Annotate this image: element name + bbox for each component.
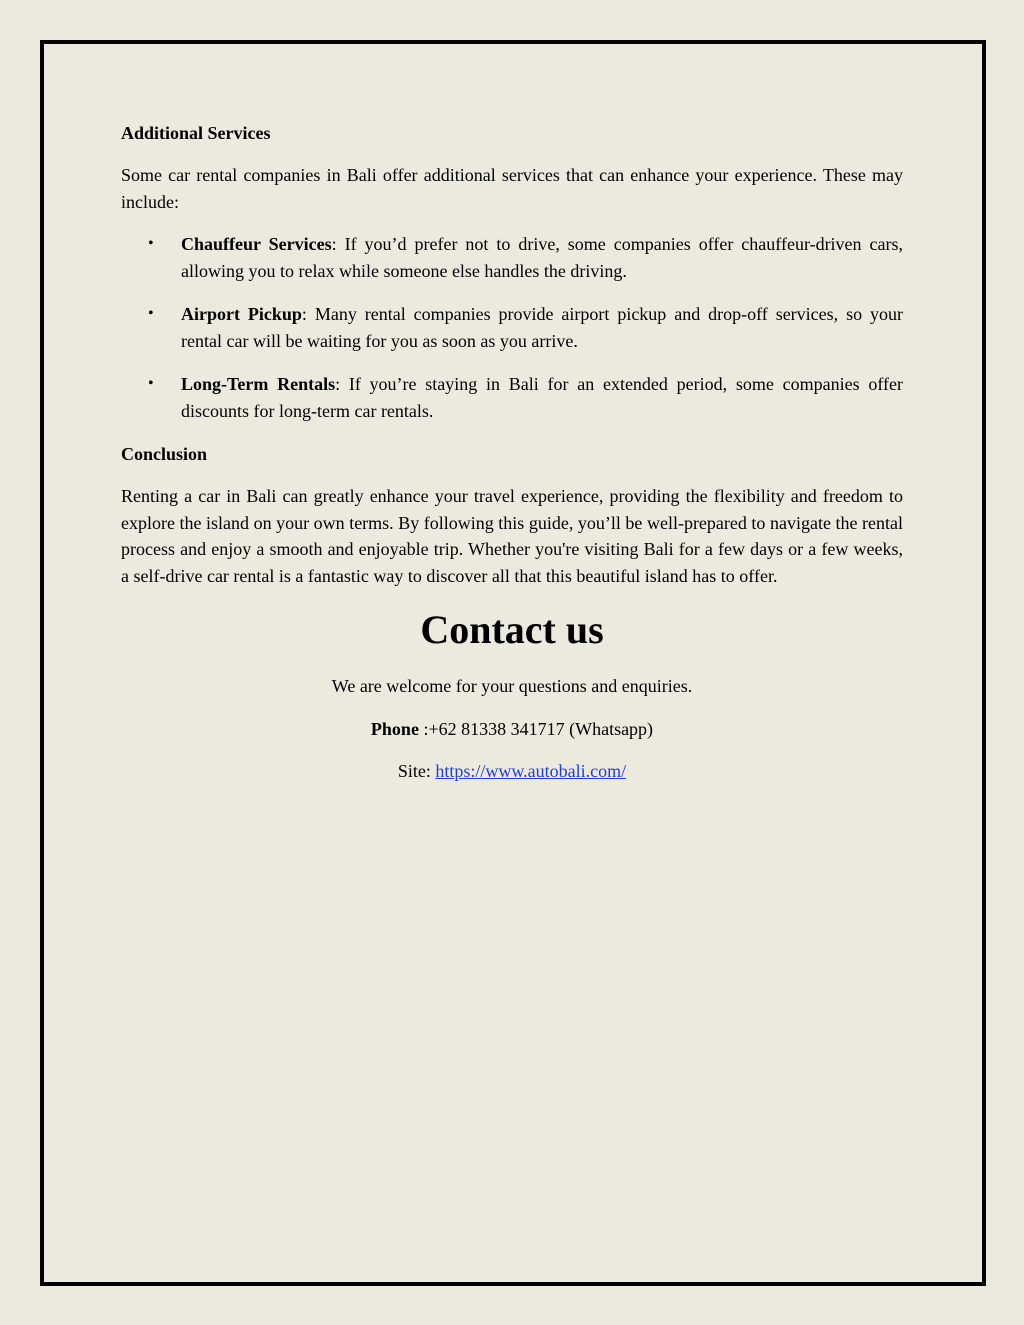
contact-welcome-text: We are welcome for your questions and enquiries. [331, 676, 693, 696]
list-item-title: Chauffeur Services [181, 234, 332, 254]
phone-label: Phone [370, 718, 419, 739]
bullet-icon: • [148, 305, 154, 322]
list-item-title: Long-Term Rentals [181, 374, 336, 394]
additional-services-intro: Some car rental companies in Bali offer additional services that can enhance your experience. These may include: [121, 165, 903, 212]
list-item-title: Airport Pickup [181, 304, 302, 324]
additional-services-heading: Additional Services [121, 123, 271, 143]
bullet-icon: • [148, 375, 154, 392]
bullet-icon: • [148, 235, 154, 252]
phone-number: :+62 81338 341717 (Whatsapp) [418, 718, 654, 739]
contact-title: Contact us [420, 607, 604, 652]
document-content [121, 120, 903, 801]
site-link[interactable]: https://www.autobali.com/ [435, 761, 627, 781]
list-item-text: : If you’d prefer not to drive, some companies offer chauffeur-driven cars, allowing you to relax while someone else handles the driving. [181, 234, 903, 281]
contact-site [121, 758, 903, 785]
conclusion-heading: Conclusion [121, 444, 208, 464]
list-item-text: : Many rental companies provide airport pickup and drop-off services, so your rental car will be waiting for you as soon as you arrive. [181, 304, 903, 351]
site-label: Site: [397, 761, 436, 781]
list-item-airport-pickup [121, 301, 903, 354]
contact-phone [121, 716, 903, 743]
list-item-chauffeur-services [121, 231, 903, 284]
services-list [121, 231, 903, 424]
conclusion-paragraph: Renting a car in Bali can greatly enhance your travel experience, providing the flexibility and freedom to explore the island on your own terms. By following this guide, you’ll be well-prepared to navigate the rental process and enjoy a smooth and enjoyable trip. Whether you're visiting Bali for a few days or a few weeks, a self-drive car rental is a fantastic way to discover all that this beautiful island has to offer. [121, 486, 903, 586]
list-item-text: : If you’re staying in Bali for an extended period, some companies offer discounts for long-term car rentals. [181, 374, 903, 421]
list-item-long-term-rentals [121, 371, 903, 424]
